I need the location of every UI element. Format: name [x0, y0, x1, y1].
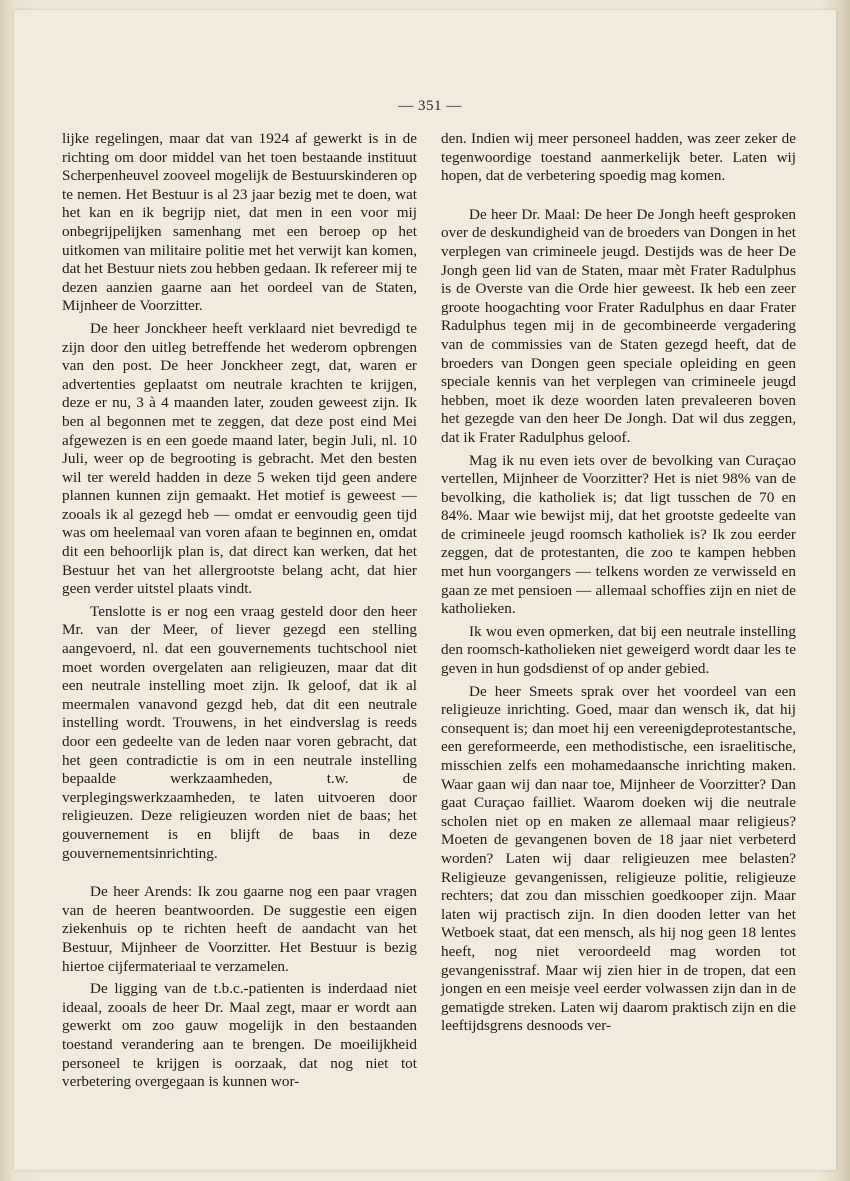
paragraph: De heer Arends: Ik zou gaarne nog een paar vragen van de heeren beantwoorden. De suggestie een eigen ziekenhuis op te richten heeft de aandacht van het Bestuur, Mijnheer de Voorzitter. Het Bestuur is bezig hiertoe cijfermateriaal te verzamelen. — [62, 883, 417, 975]
right-column — [441, 130, 796, 1040]
paragraph: De heer Smeets sprak over het voordeel van een religieuze inrichting. Goed, maar dan wensch ik, dat hij consequent is; dan moet hij een vereenigdeprotestantsche, een gereformeerde, een methodistische, een israelitische, misschien zelfs een mohamedaansche inrichting maken. Waar gaan wij dan naar toe, Mijnheer de Voorzitter? Dan gaat Curaçao failliet. Waarom doeken wij die neutrale scholen niet op en maken ze allemaal maar religieus? Moeten de gevangenen boven de 18 jaar niet verbeterd worden? Laten wij daar religieuzen mee belasten? Religieuze gevangenissen, religieuze politie, religieuze rechters; dat zou dan misschien goedkooper zijn. Maar laten wij practisch zijn. In dien dooden letter van het Wetboek staat, dat een mensch, als hij nog geen 18 lentes heeft, nog niet veroordeeld mag worden tot gevangenisstraf. Maar wij zien hier in de tropen, dat een jongen en een meisje veel eerder volwassen zijn dan in de gematigde streken. Laten wij daarom praktisch zijn en die leeftijdsgrens desnoods ver- — [441, 682, 796, 1035]
paragraph: lijke regelingen, maar dat van 1924 af gewerkt is in de richting om door middel van het toen bestaande instituut Scherpenheuvel zooveel mogelijk de Bestuurskinderen op te nemen. Het Bestuur is al 23 jaar bezig met te doen, wat het kan en ik begrijp niet, dat men in een voor mij onbegrijpelijken samenhang met een beroep op het uitkomen van militaire politie met het verwijt kan komen, dat het Bestuur niets zou hebben gedaan. Ik refereer mij te dezen aanzien gaarne aan het oordeel van de Staten, Mijnheer de Voorzitter. — [62, 130, 417, 315]
paragraph: Ik wou even opmerken, dat bij een neutrale instelling den roomsch-katholieken niet geweigerd wordt daar les te geven in hun godsdienst of op ander gebied. — [441, 622, 796, 678]
paragraph: De heer Jonckheer heeft verklaard niet bevredigd te zijn door den uitleg betreffende het wederom opbrengen van den post. De heer Jonckheer zegt, dat, waren er advertenties geplaatst om neutrale krachten te krijgen, deze er nu, 3 à 4 maanden later, zouden geweest zijn. Ik ben al begonnen met te zeggen, dat deze post eind Mei afgewezen is en een goede maand later, begin Juli, nl. 10 Juli, weer op de begrooting is gebracht. Met den besten wil ter wereld hadden in deze 5 weken tijd geen andere plannen kunnen zijn gemaakt. Het motief is geweest — zooals ik al gezegd heb — omdat er eenvoudig geen tijd was om heelemaal van voren afaan te beginnen en, omdat dit een behoorlijk plan is, dat direct kan werken, dat het Bestuur het van het allergrootste belang acht, dat hier geen verder uitstel plaats vindt. — [62, 319, 417, 598]
paragraph: Mag ik nu even iets over de bevolking van Curaçao vertellen, Mijnheer de Voorzitter? Het is niet 98% van de bevolking, die katholiek is; dat ligt tusschen de 70 en 84%. Maar wie bewijst mij, dat het grootste gedeelte van de crimineele jeugd roomsch katholiek is? Ik zou eerder zeggen, dat de protestanten, die zoo te kampen hebben met hun voorgangers — telkens worden ze verwisseld en gaan ze met pensioen — allemaal schoffies zijn en niet de katholieken. — [441, 451, 796, 618]
page-number: — 351 — — [398, 98, 462, 114]
paragraph: De heer Dr. Maal: De heer De Jongh heeft gesproken over de deskundigheid van de broeders van Dongen in het verplegen van crimineele jeugd. Destijds was de heer De Jongh geen lid van de Staten, maar mèt Frater Radulphus is de Overste van die Orde hier geweest. Ik heb een zeer groote hoogachting voor Frater Radulphus en daar Frater Radulphus tegen mij in de gecombineerde vergadering van de commissies van de Staten gezegd heeft, dat de broeders van Dongen geen speciale opleiding en geen speciale kennis van het verplegen van crimineele jeugd hebben, moet ik deze woorden laten prevaleeren boven het gezegde van den heer De Jongh. Dat wil dus zeggen, dat ik Frater Radulphus geloof. — [441, 205, 796, 446]
paragraph: De ligging van de t.b.c.-patienten is inderdaad niet ideaal, zooals de heer Dr. Maal zegt, maar er wordt aan gewerkt om zoo gauw mogelijk in den bestaanden toestand verandering aan te brengen. De moeilijkheid personeel te krijgen is oorzaak, dat nog niet tot verbetering overgegaan is kunnen wor- — [62, 980, 417, 1091]
paragraph: den. Indien wij meer personeel hadden, was zeer zeker de tegenwoordige toestand aanmerkelijk beter. Laten wij hopen, dat de verbetering spoedig mag komen. — [441, 130, 796, 185]
left-column — [62, 130, 417, 1096]
paragraph: Tenslotte is er nog een vraag gesteld door den heer Mr. van der Meer, of liever gezegd een stelling aangevoerd, nl. dat een gouvernements tuchtschool niet moet worden overgelaten aan religieuzen, maar dat dit een neutrale instelling moet zijn. Ik geloof, dat ik al meermalen vanavond gezgd heb, dat dit een neutrale instelling wordt. Trouwens, in het eindverslag is reeds door een gedeelte van de leden naar voren gebracht, dat het geen contradictie is om in een neutrale instelling bepaalde werkzaamheden, t.w. de verplegingswerkzaamheden, te laten uitvoeren door religieuzen. Deze religieuzen worden niet de baas; het gouvernement is en blijft de baas in deze gouvernementsinrichting. — [62, 602, 417, 862]
